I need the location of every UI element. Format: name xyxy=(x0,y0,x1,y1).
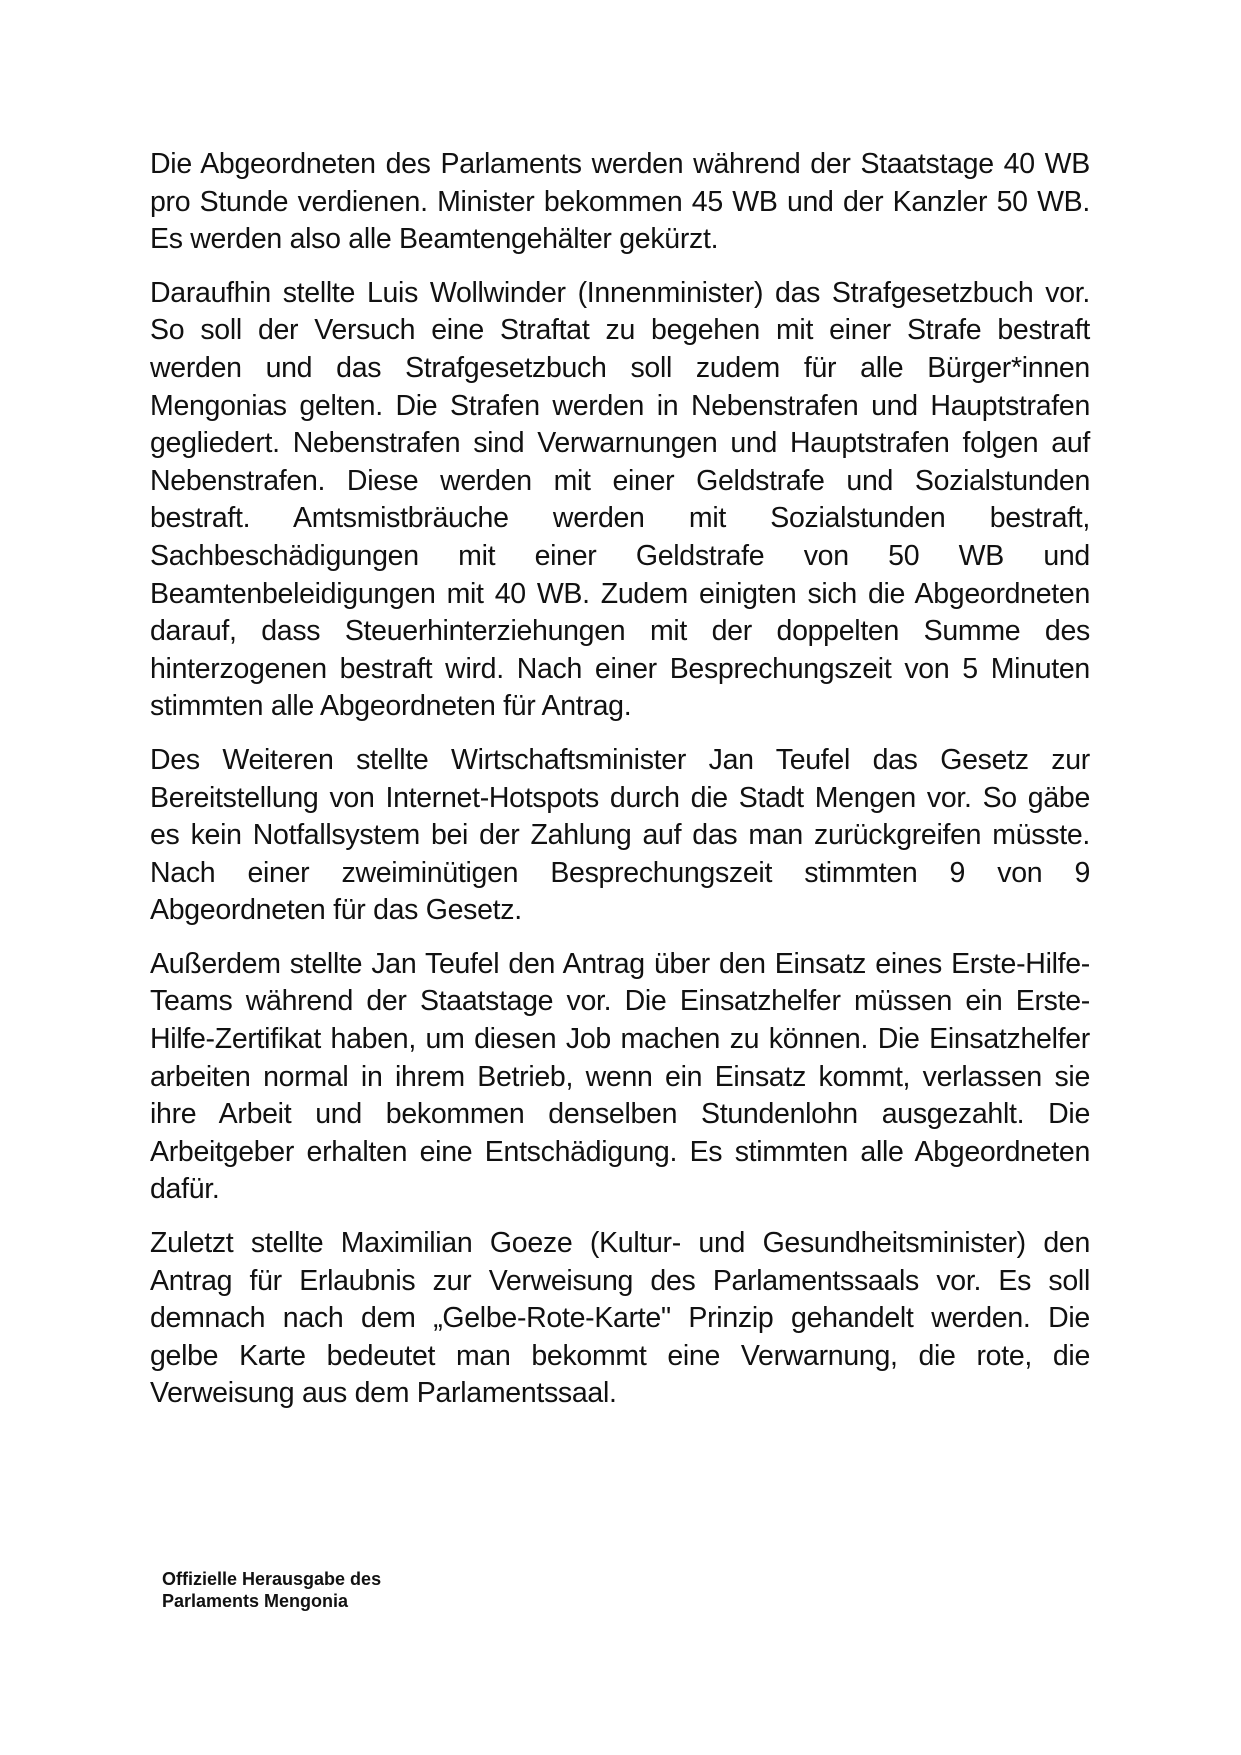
document-body xyxy=(150,146,1090,1429)
paragraph-internet-hotspots: Des Weiteren stellte Wirtschaftsminister Jan Teufel das Gesetz zur Bereitstellung von Internet-Hotspots durch die Stadt Mengen vor. So gäbe es kein Notfallsystem bei der Zahlung auf das man zurückgreifen müsste. Nach einer zweiminütigen Besprechungszeit stimmten 9 von 9 Abgeordneten für das Gesetz. xyxy=(150,743,1090,927)
paragraph-salaries: Die Abgeordneten des Parlaments werden während der Staatstage 40 WB pro Stunde verdienen. Minister bekommen 45 WB und der Kanzler 50 WB. Es werden also alle Beamtengehälter gekürzt. xyxy=(150,148,1090,256)
paragraph-first-aid-team: Außerdem stellte Jan Teufel den Antrag über den Einsatz eines Erste-Hilfe-Teams während der Staatstage vor. Die Einsatzhelfer müssen ein Erste-Hilfe-Zertifikat haben, um diesen Job machen zu können. Die Einsatzhelfer arbeiten normal in ihrem Betrieb, wenn ein Einsatz kommt, verlassen sie ihre Arbeit und bekommen denselben Stundenlohn ausgezahlt. Die Arbeitgeber erhalten eine Entschädigung. Es stimmten alle Abgeordneten dafür. xyxy=(150,947,1090,1206)
footer-line-1: Offizielle Herausgabe des xyxy=(162,1569,382,1589)
page-footer xyxy=(162,1568,381,1612)
paragraph-penal-code: Daraufhin stellte Luis Wollwinder (Innenminister) das Strafgesetzbuch vor. So soll der Versuch eine Straftat zu begehen mit einer Strafe bestraft werden und das Strafgesetzbuch soll zudem für alle Bürger*innen Mengonias gelten. Die Strafen werden in Nebenstrafen und Hauptstrafen gegliedert. Nebenstrafen sind Verwarnungen und Hauptstrafen folgen auf Nebenstrafen. Diese werden mit einer Geldstrafe und Sozialstunden bestraft. Amtsmistbräuche werden mit Sozialstunden bestraft, Sachbeschädigungen mit einer Geldstrafe von 50 WB und Beamtenbeleidigungen mit 40 WB. Zudem einigten sich die Abgeordneten darauf, dass Steuerhinterziehungen mit der doppelten Summe des hinterzogenen bestraft wird. Nach einer Besprechungszeit von 5 Minuten stimmten alle Abgeordneten für Antrag. xyxy=(150,276,1090,723)
paragraph-expulsion-rule: Zuletzt stellte Maximilian Goeze (Kultur- und Gesundheitsminister) den Antrag für Erlaubnis zur Verweisung des Parlamentssaals vor. Es soll demnach nach dem „Gelbe-Rote-Karte" Prinzip gehandelt werden. Die gelbe Karte bedeutet man bekommt eine Verwarnung, die rote, die Verweisung aus dem Parlamentssaal. xyxy=(150,1227,1090,1410)
footer-line-2: Parlaments Mengonia xyxy=(162,1591,349,1611)
